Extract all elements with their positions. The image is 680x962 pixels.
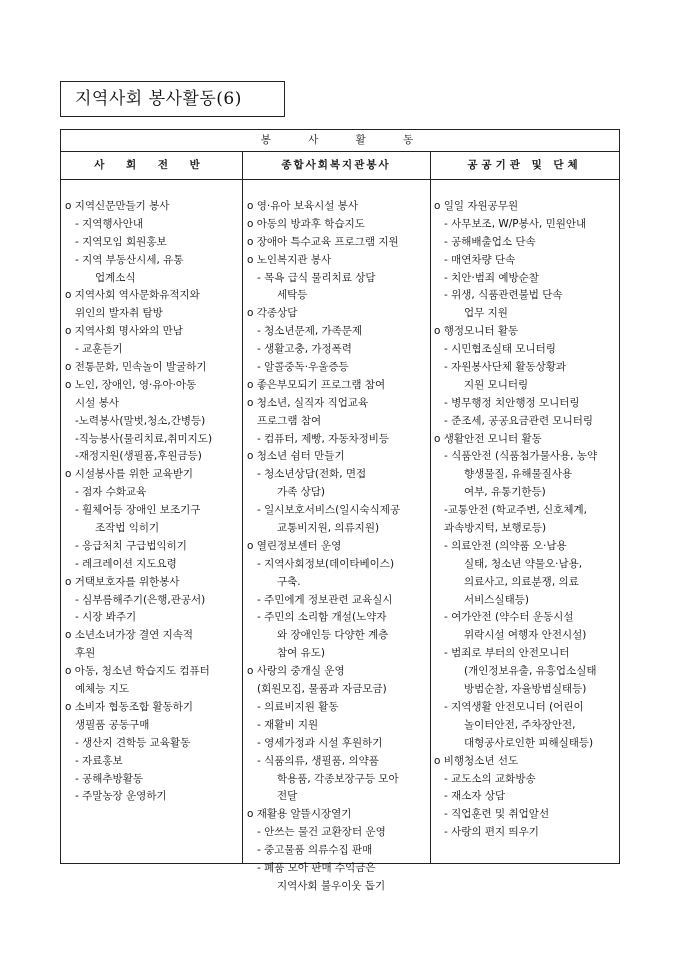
- list-subitem: - 점자 수화교육: [75, 486, 147, 499]
- list-subitem: - 사랑의 편지 띄우기: [444, 826, 539, 839]
- column-divider: [242, 152, 243, 863]
- page-title: 지역사회 봉사활동(6): [60, 81, 285, 117]
- list-subitem: - 휠체어등 장애인 보조기구: [75, 504, 201, 517]
- list-subitem: 교통비지원, 의류지원): [277, 522, 380, 535]
- list-item: o 영·유아 보육시설 봉사: [247, 200, 359, 212]
- list-subitem: 실태, 청소년 약물오·남용,: [464, 557, 583, 570]
- list-subitem: - 직업훈련 및 취업알선: [444, 808, 550, 821]
- list-subitem: -교통안전 (학교주변, 신호체계,: [444, 504, 587, 517]
- list-subitem: 프로그램 참여: [257, 414, 322, 427]
- list-subitem: - 주민의 소리함 개설(노약자: [257, 611, 387, 624]
- column-divider: [430, 152, 431, 863]
- list-item: o 각종상담: [247, 307, 298, 320]
- list-item: o 재활용 알뜰시장열기: [247, 808, 352, 821]
- list-subitem: - 식품안전 (식품첨가물사용, 농약: [444, 450, 598, 463]
- list-subitem: 위인의 발자취 탐방: [75, 307, 163, 320]
- list-subitem: - 공해추방활동: [75, 772, 143, 785]
- list-subitem: - 폐품 모아 판매 수익금은: [257, 861, 376, 874]
- list-subitem: 여부, 유통기한등): [464, 486, 546, 499]
- list-subitem: - 안쓰는 물건 교환장터 운영: [257, 826, 386, 839]
- list-subitem: (개인정보유출, 유흥업소실태: [464, 665, 597, 678]
- list-subitem: 전달: [277, 790, 298, 803]
- column-general: [63, 198, 241, 806]
- column-heading-general: 사 회 전 반: [94, 159, 209, 171]
- list-subitem: - 자원봉사단체 활동상황과: [444, 361, 567, 374]
- list-subitem: 향생물질, 유해물질사용: [464, 468, 573, 481]
- list-subitem: -재정지원(생필품,후원금등): [75, 450, 202, 463]
- column-public-agencies: [432, 198, 618, 842]
- list-item: o 거택보호자를 위한봉사: [65, 575, 180, 588]
- list-subitem: - 알콜중독·우울증등: [257, 361, 349, 374]
- list-subitem: 위락시설 여행자 안전시설): [464, 629, 587, 642]
- list-subitem: - 레크레이션 지도요령: [75, 557, 177, 570]
- list-subitem: 생필품 공동구매: [75, 718, 150, 731]
- list-item: o 지역사회 명사와의 만남: [65, 325, 183, 338]
- list-subitem: 참여 유도): [277, 647, 326, 660]
- column-welfare-center: [245, 198, 429, 896]
- list-subitem: 학용품, 각종보장구등 모아: [277, 772, 399, 785]
- list-item: o 장애아 특수교육 프로그램 지원: [247, 235, 399, 248]
- list-subitem: - 일시보호서비스(일시숙식제공: [257, 504, 401, 517]
- list-subitem: - 준조세, 공공요금관련 모니터링: [444, 414, 593, 427]
- list-subitem: - 지역사회정보(데이타베이스): [257, 557, 395, 570]
- list-subitem: - 지역 부동산시세, 유통: [75, 253, 184, 266]
- list-subitem: - 교도소의 교화방송: [444, 772, 536, 785]
- list-subitem: - 주민에게 정보관련 교육실시: [257, 593, 393, 606]
- column-heading-public-agencies: 공공기관 및 단체: [467, 159, 582, 171]
- list-subitem: -직능봉사(물리치료,취미지도): [75, 432, 213, 445]
- list-subitem: - 청소년문제, 가족문제: [257, 325, 363, 338]
- list-subitem: - 청소년상담(전화, 면접: [257, 468, 367, 481]
- list-subitem: 의료사고, 의료분쟁, 의료: [464, 575, 579, 588]
- list-subitem: 예체능 지도: [75, 683, 130, 696]
- list-item: o 노인, 장애인, 영·유아·아동: [65, 378, 197, 391]
- list-subitem: 업무 지원: [464, 307, 508, 320]
- list-subitem: - 시장 봐주기: [75, 611, 137, 624]
- list-item: o 노인복지관 봉사: [247, 253, 332, 266]
- list-subitem: - 중고물품 의류수집 판매: [257, 844, 373, 857]
- list-subitem: - 컴퓨터, 제빵, 자동차정비등: [257, 432, 390, 445]
- list-item: o 시설봉사를 위한 교육받기: [65, 468, 194, 481]
- activities-table: [60, 129, 620, 892]
- column-heading-welfare-center: 종합사회복지관봉사: [281, 159, 391, 171]
- table-header: 봉 사 활 동: [61, 130, 619, 152]
- list-subitem: 조작법 익히기: [95, 522, 160, 535]
- list-item: o 일일 자원공무원: [434, 200, 519, 212]
- list-subitem: 세탁등: [277, 289, 308, 302]
- list-item: o 청소년 쉼터 만들기: [247, 450, 345, 463]
- list-subitem: 지역사회 불우이웃 돕기: [277, 879, 386, 892]
- list-subitem: 업계소식: [95, 271, 136, 284]
- list-subitem: 놀이터안전, 주차장안전,: [464, 718, 576, 731]
- list-item: o 지역사회 역사문화유적지와: [65, 289, 200, 302]
- list-subitem: - 주말농장 운영하기: [75, 790, 167, 803]
- list-subitem: - 영세가정과 시설 후원하기: [257, 736, 383, 749]
- list-subitem: - 여가안전 (약수터 운동시설: [444, 611, 574, 624]
- list-item: o 행정모니터 활동: [434, 325, 519, 338]
- list-subitem: - 생활고충, 가정폭력: [257, 343, 352, 356]
- list-subitem: 구축.: [277, 575, 301, 588]
- list-item: o 소비자 협동조합 활동하기: [65, 700, 194, 713]
- list-subitem: - 의료안전 (의약품 오·남용: [444, 539, 567, 552]
- list-item: o 아동의 방과후 학습지도: [247, 217, 365, 230]
- list-subitem: - 목욕 급식 물리치료 상담: [257, 271, 376, 284]
- list-item: o 좋은부모되기 프로그램 참여: [247, 378, 386, 391]
- list-subitem: - 위생, 식품관련불법 단속: [444, 289, 563, 302]
- list-subitem: 가족 상담): [277, 486, 326, 499]
- list-subitem: 지원 모니터링: [464, 378, 529, 391]
- list-item: o 청소년, 실직자 직업교육: [247, 396, 369, 409]
- list-subitem: - 사무보조, W/P봉사, 민원안내: [444, 217, 587, 230]
- list-subitem: (회원모집, 물품과 자금모금): [257, 683, 387, 696]
- list-subitem: - 지역행사안내: [75, 217, 143, 230]
- list-item: o 아동, 청소년 학습지도 컴퓨터: [65, 665, 210, 678]
- list-subitem: - 의료비지원 활동: [257, 700, 339, 713]
- list-subitem: - 지역모임 회원홍보: [75, 235, 167, 248]
- list-subitem: 방범순찰, 자율방범실태등): [464, 683, 587, 696]
- list-item: o 지역신문만들기 봉사: [65, 200, 170, 212]
- list-subitem: 와 장애인등 다양한 계층: [277, 629, 389, 642]
- list-item: o 비행청소년 선도: [434, 754, 519, 767]
- list-item: o 전통문화, 민속놀이 발굴하기: [65, 361, 207, 374]
- list-item: o 열린정보센터 운영: [247, 539, 342, 552]
- list-subitem: -노력봉사(말벗,청소,간병등): [75, 414, 206, 427]
- list-item: o 생활안전 모니터 활동: [434, 432, 542, 445]
- list-subitem: - 범죄로 부터의 안전모니터: [444, 647, 570, 660]
- list-subitem: - 매연차량 단속: [444, 253, 516, 266]
- list-subitem: - 교훈듣기: [75, 343, 123, 356]
- list-subitem: - 자료홍보: [75, 754, 123, 767]
- list-subitem: - 응급처치 구급법익히기: [75, 539, 187, 552]
- list-subitem: 서비스실태등): [464, 593, 529, 606]
- list-subitem: - 치안·범죄 예방순찰: [444, 271, 539, 284]
- list-subitem: - 지역생활 안전모니터 (어린이: [444, 700, 584, 713]
- list-subitem: 과속방지턱, 보행로등): [444, 522, 547, 535]
- list-subitem: - 재활비 지원: [257, 718, 319, 731]
- list-subitem: - 시민협조실태 모니터링: [444, 343, 556, 356]
- list-subitem: - 병무행정 치안행정 모니터링: [444, 396, 580, 409]
- list-subitem: 대형공사로인한 피해실태등): [464, 736, 594, 749]
- list-subitem: 후원: [75, 647, 96, 660]
- list-subitem: 시설 봉사: [75, 396, 119, 409]
- list-subitem: - 재소자 상담: [444, 790, 506, 803]
- list-item: o 소년소녀가장 결연 지속적: [65, 629, 194, 642]
- list-subitem: - 공해배출업소 단속: [444, 235, 536, 248]
- list-subitem: - 심부름해주기(은행,관공서): [75, 593, 206, 606]
- list-subitem: - 생산지 견학등 교육활동: [75, 736, 191, 749]
- list-item: o 사랑의 중개실 운영: [247, 665, 345, 678]
- list-subitem: - 식품의류, 생필품, 의약품: [257, 754, 379, 767]
- column-header-row: [61, 152, 619, 180]
